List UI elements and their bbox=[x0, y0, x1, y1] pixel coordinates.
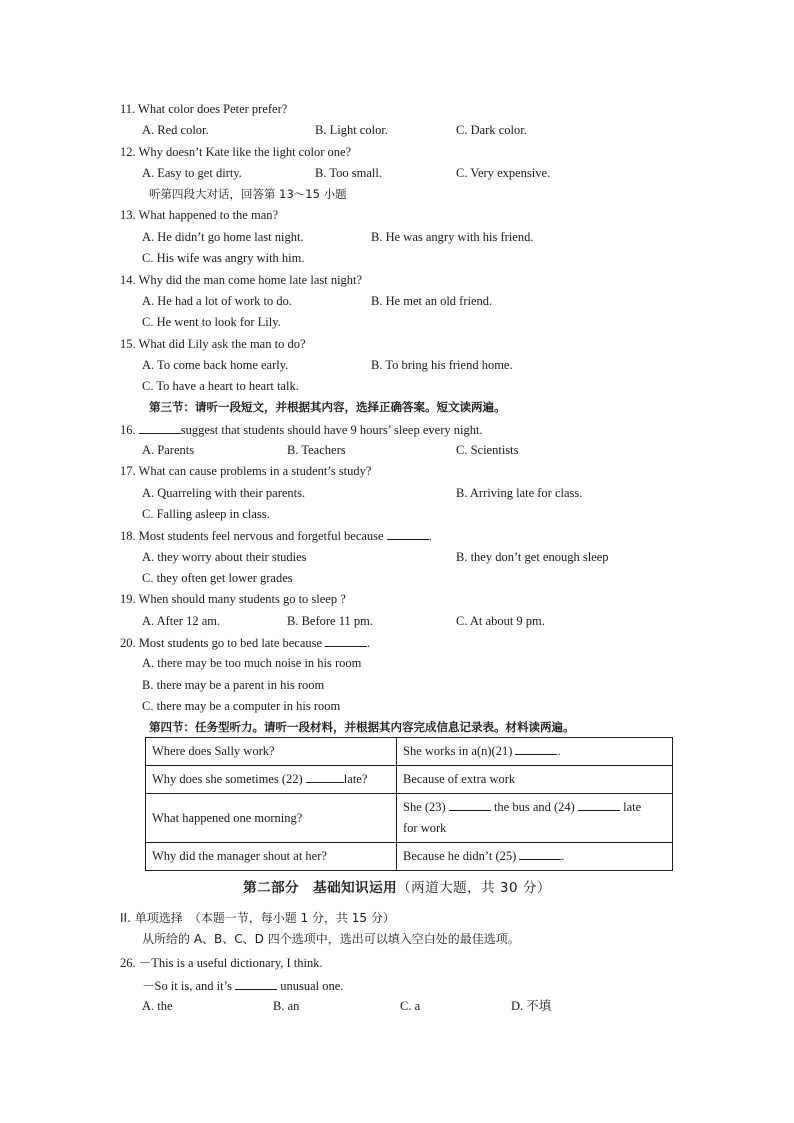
question-15-option-c: C. To have a heart to heart talk. bbox=[142, 379, 299, 393]
table-row bbox=[146, 794, 673, 843]
question-16-option-b: B. Teachers bbox=[287, 443, 346, 457]
question-20-option-c: C. there may be a computer in his room bbox=[142, 699, 341, 713]
question-13-stem: 13. What happened to the man? bbox=[120, 208, 279, 222]
answer-blank-21 bbox=[515, 742, 557, 755]
question-13-option-b: B. He was angry with his friend. bbox=[371, 230, 534, 244]
question-12-option-b: B. Too small. bbox=[315, 166, 382, 180]
question-17-option-b: B. Arriving late for class. bbox=[456, 486, 583, 500]
table-cell-question: What happened one morning? bbox=[146, 794, 397, 843]
question-20-blank bbox=[325, 634, 367, 647]
section-3-heading: 第三节：请听一段短文，并根据其内容，选择正确答案。短文读两遍。 bbox=[149, 400, 506, 414]
question-19-option-b: B. Before 11 pm. bbox=[287, 614, 373, 628]
table-cell-question: Why did the manager shout at her? bbox=[146, 843, 397, 871]
question-11-option-a: A. Red color. bbox=[142, 123, 209, 137]
answer-text: the bus and (24) bbox=[493, 800, 575, 814]
table-cell-answer bbox=[397, 794, 673, 843]
single-choice-instruction: 从所给的 A、B、C、D 四个选项中，选出可以填入空白处的最佳选项。 bbox=[142, 932, 520, 946]
question-20-option-b: B. there may be a parent in his room bbox=[142, 678, 325, 692]
single-choice-heading: II. 单项选择 （本题一节，每小题 1 分，共 15 分） bbox=[120, 911, 395, 925]
question-16-blank bbox=[139, 421, 181, 434]
question-26-text: unusual one. bbox=[280, 979, 344, 993]
question-26-line-1: 26. －This is a useful dictionary, I think. bbox=[120, 956, 323, 970]
question-26-line-2 bbox=[142, 977, 343, 994]
question-14-option-a: A. He had a lot of work to do. bbox=[142, 294, 292, 308]
question-18-blank bbox=[387, 527, 429, 540]
question-20-stem-text: 20. Most students go to bed late because bbox=[120, 636, 323, 650]
question-16-number: 16. bbox=[120, 423, 136, 437]
section-4-dialogue-heading: 听第四段大对话，回答第 13～15 小题 bbox=[149, 187, 347, 201]
answer-text: Because he didn’t (25) bbox=[403, 849, 517, 863]
question-16-option-c: C. Scientists bbox=[456, 443, 519, 457]
question-18-option-b: B. they don’t get enough sleep bbox=[456, 550, 609, 564]
table-cell-question bbox=[146, 766, 397, 794]
question-20-stem-end: . bbox=[367, 636, 371, 650]
question-text: late? bbox=[343, 772, 368, 786]
question-17-option-a: A. Quarreling with their parents. bbox=[142, 486, 306, 500]
table-cell-answer: Because of extra work bbox=[397, 766, 673, 794]
question-12-option-a: A. Easy to get dirty. bbox=[142, 166, 242, 180]
answer-blank-25 bbox=[519, 847, 561, 860]
table-row bbox=[146, 843, 673, 871]
table-row bbox=[146, 738, 673, 766]
question-11-option-c: C. Dark color. bbox=[456, 123, 527, 137]
question-26-option-c: C. a bbox=[400, 999, 421, 1013]
question-17-stem: 17. What can cause problems in a student’s study? bbox=[120, 464, 372, 478]
question-20-stem bbox=[120, 634, 370, 651]
question-11-stem: 11. What color does Peter prefer? bbox=[120, 102, 288, 116]
question-12-stem: 12. Why doesn’t Kate like the light color one? bbox=[120, 145, 352, 159]
question-12-option-c: C. Very expensive. bbox=[456, 166, 551, 180]
section-4-task-heading: 第四节：任务型听力。请听一段材料，并根据其内容完成信息记录表。材料读两遍。 bbox=[149, 720, 575, 734]
question-26-blank bbox=[235, 977, 277, 990]
question-18-stem-end: . bbox=[428, 529, 432, 543]
question-26-text: －So it is, and it’s bbox=[142, 979, 232, 993]
question-16-stem bbox=[120, 421, 483, 438]
info-record-table bbox=[145, 737, 673, 871]
table-cell-answer bbox=[397, 843, 673, 871]
part-2-title-main: 第二部分 基础知识运用 bbox=[243, 880, 398, 896]
question-17-option-c: C. Falling asleep in class. bbox=[142, 507, 270, 521]
answer-text: She works in a(n)(21) bbox=[403, 744, 513, 758]
question-14-option-c: C. He went to look for Lily. bbox=[142, 315, 281, 329]
question-18-stem bbox=[120, 527, 432, 544]
answer-text: late bbox=[623, 800, 642, 814]
question-text: Why does she sometimes (22) bbox=[152, 772, 303, 786]
question-18-stem-text: 18. Most students feel nervous and forgetful because bbox=[120, 529, 384, 543]
question-15-stem: 15. What did Lily ask the man to do? bbox=[120, 337, 306, 351]
table-cell-answer bbox=[397, 738, 673, 766]
answer-text: . bbox=[561, 849, 565, 863]
table-cell-question: Where does Sally work? bbox=[146, 738, 397, 766]
question-26-option-d: D. 不填 bbox=[511, 999, 552, 1013]
question-19-option-c: C. At about 9 pm. bbox=[456, 614, 545, 628]
answer-blank-23 bbox=[449, 798, 491, 811]
question-11-option-b: B. Light color. bbox=[315, 123, 388, 137]
question-14-stem: 14. Why did the man come home late last night? bbox=[120, 273, 363, 287]
part-2-title bbox=[0, 876, 794, 896]
answer-text: She (23) bbox=[403, 800, 446, 814]
question-26-option-a: A. the bbox=[142, 999, 173, 1013]
question-20-option-a: A. there may be too much noise in his room bbox=[142, 656, 362, 670]
answer-blank-22 bbox=[306, 770, 344, 783]
question-15-option-b: B. To bring his friend home. bbox=[371, 358, 513, 372]
question-14-option-b: B. He met an old friend. bbox=[371, 294, 493, 308]
question-18-option-a: A. they worry about their studies bbox=[142, 550, 307, 564]
question-13-option-c: C. His wife was angry with him. bbox=[142, 251, 305, 265]
question-26-option-b: B. an bbox=[273, 999, 300, 1013]
question-13-option-a: A. He didn’t go home last night. bbox=[142, 230, 304, 244]
question-15-option-a: A. To come back home early. bbox=[142, 358, 289, 372]
question-16-option-a: A. Parents bbox=[142, 443, 195, 457]
answer-blank-24 bbox=[578, 798, 620, 811]
answer-text: . bbox=[557, 744, 561, 758]
question-16-stem-text: suggest that students should have 9 hours’ sleep every night. bbox=[180, 423, 483, 437]
answer-text: for work bbox=[403, 821, 447, 835]
table-row bbox=[146, 766, 673, 794]
question-19-stem: 19. When should many students go to sleep ? bbox=[120, 592, 346, 606]
question-18-option-c: C. they often get lower grades bbox=[142, 571, 293, 585]
part-2-title-note: （两道大题，共 30 分） bbox=[397, 880, 551, 896]
question-19-option-a: A. After 12 am. bbox=[142, 614, 221, 628]
